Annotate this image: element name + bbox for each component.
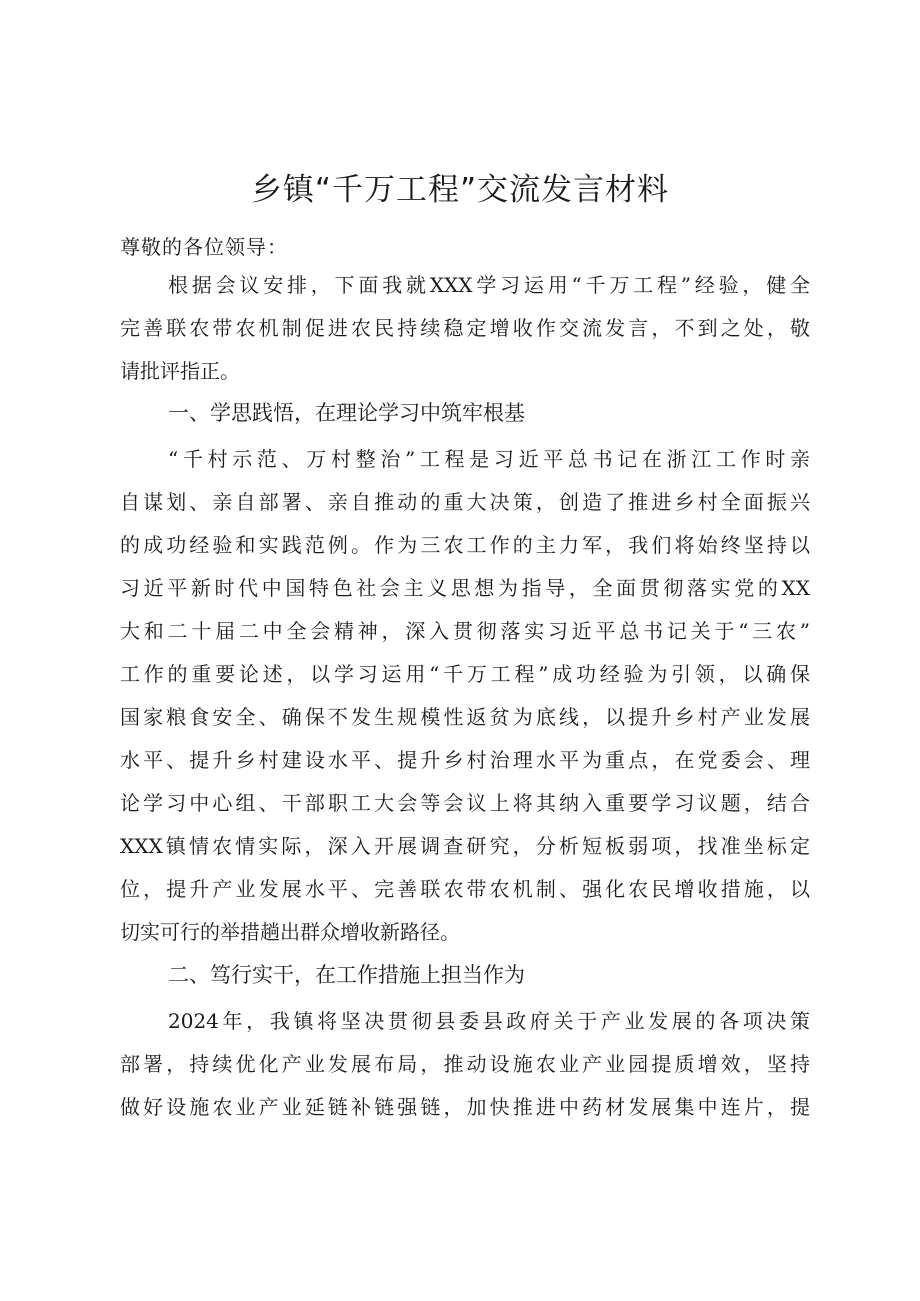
paragraph-line: 做好设施农业产业延链补链强链，加快推进中药材发展集中连片，提 [120,1095,810,1119]
paragraph-line: 切实可行的举措趟出群众增收新路径。 [120,920,460,944]
paragraph-line: 请批评指正。 [120,359,240,383]
paragraph-line: 国家粮食安全、确保不发生规模性返贫为底线，以提升乡村产业发展 [120,705,810,729]
paragraph-line: 完善联农带农机制促进农民持续稳定增收作交流发言，不到之处，敬 [120,316,810,340]
section-heading-2: 二、笃行实干，在工作措施上担当作为 [168,963,525,987]
document-title: 乡镇“千万工程”交流发言材料 [250,172,670,208]
paragraph-line: 位，提升产业发展水平、完善联农带农机制、强化农民增收措施，以 [120,877,810,901]
paragraph-line: 2024年，我镇将坚决贯彻县委县政府关于产业发展的各项决策 [168,1009,810,1033]
section-1-paragraph [120,438,810,954]
intro-paragraph [120,264,810,393]
paragraph-line: 大和二十届二中全会精神，深入贯彻落实习近平总书记关于“三农” [120,619,810,643]
paragraph-line: 习近平新时代中国特色社会主义思想为指导，全面贯彻落实党的XX [120,576,810,600]
paragraph-line: 的成功经验和实践范例。作为三农工作的主力军，我们将始终坚持以 [120,533,810,557]
section-2-paragraph [120,1000,810,1129]
salutation: 尊敬的各位领导： [120,235,288,259]
paragraph-line: 自谋划、亲自部署、亲自推动的重大决策，创造了推进乡村全面振兴 [120,490,810,514]
paragraph-line: “千村示范、万村整治”工程是习近平总书记在浙江工作时亲 [168,447,810,471]
section-heading-1: 一、学思践悟，在理论学习中筑牢根基 [168,401,525,425]
paragraph-line: 部署，持续优化产业发展布局，推动设施农业产业园提质增效，坚持 [120,1052,810,1076]
paragraph-line: 根据会议安排，下面我就XXX学习运用“千万工程”经验，健全 [168,273,810,297]
paragraph-line: 工作的重要论述，以学习运用“千万工程”成功经验为引领，以确保 [120,662,810,686]
paragraph-line: 论学习中心组、干部职工大会等会议上将其纳入重要学习议题，结合 [120,791,810,815]
paragraph-line: XXX镇情农情实际，深入开展调查研究，分析短板弱项，找准坐标定 [120,834,810,858]
paragraph-line: 水平、提升乡村建设水平、提升乡村治理水平为重点，在党委会、理 [120,748,810,772]
